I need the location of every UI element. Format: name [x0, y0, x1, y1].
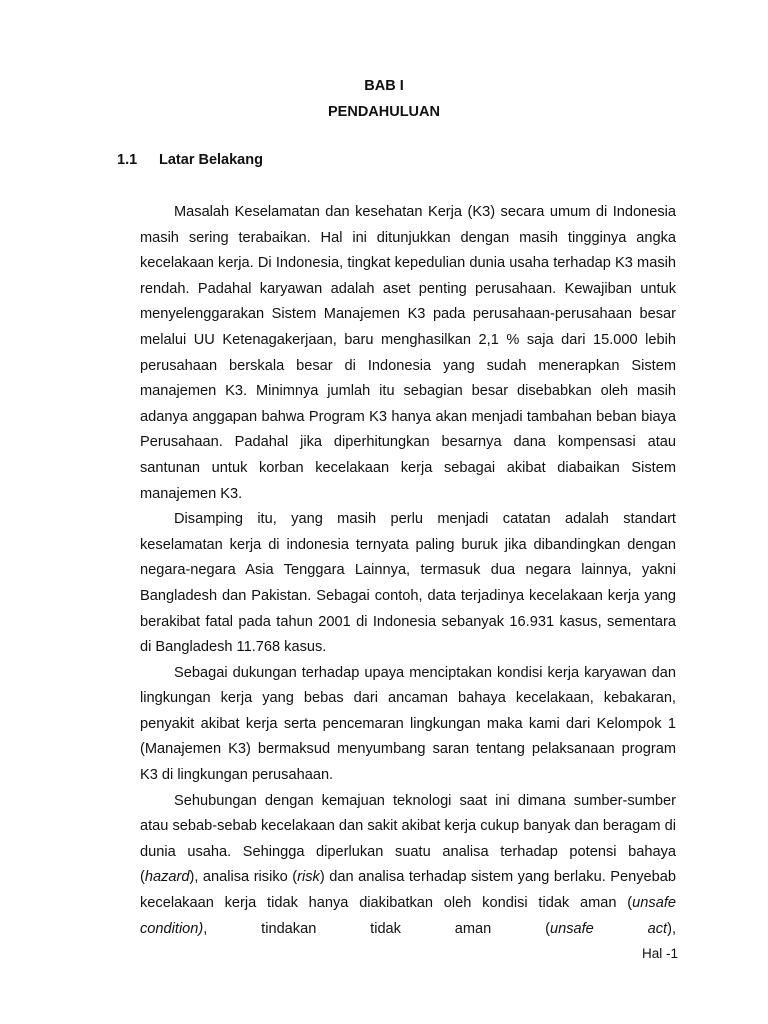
paragraph-1: Masalah Keselamatan dan kesehatan Kerja (K3) secara umum di Indonesia masih sering terabaikan. Hal ini ditunjukkan dengan masih tingginya angka kecelakaan kerja. Di Indonesia, tingkat kepedulian dunia usaha terhadap K3 masih rendah. Padahal karyawan adalah aset penting perusahaan. Kewajiban untuk menyelenggarakan Sistem Manajemen K3 pada perusahaan-perusahaan besar melalui UU Ketenagakerjaan, baru menghasilkan 2,1 % saja dari 15.000 lebih perusahaan berskala besar di Indonesia yang sudah menerapkan Sistem manajemen K3. Minimnya jumlah itu sebagian besar disebabkan oleh masih adanya anggapan bahwa Program K3 hanya akan menjadi tambahan beban biaya Perusahaan. Padahal jika diperhitungkan besarnya dana kompensasi atau santunan untuk korban kecelakaan kerja sebagai akibat diabaikan Sistem manajemen K3. — [140, 204, 676, 502]
paragraph-3: Sebagai dukungan terhadap upaya menciptakan kondisi kerja karyawan dan lingkungan kerja yang bebas dari ancaman bahaya kecelakaan, kebakaran, penyakit akibat kerja serta pencemaran lingkungan maka kami dari Kelompok 1 (Manajemen K3) bermaksud menyumbang saran tentang pelaksanaan program K3 di lingkungan perusahaan. — [140, 664, 676, 784]
section-heading — [117, 152, 263, 168]
paragraph-2: Disamping itu, yang masih perlu menjadi catatan adalah standart keselamatan kerja di indonesia ternyata paling buruk jika dibandingkan dengan negara-negara Asia Tenggara Lainnya, termasuk dua negara lainnya, yakni Bangladesh dan Pakistan. Sebagai contoh, data terjadinya kecelakaan kerja yang berakibat fatal pada tahun 2001 di Indonesia sebanyak 16.931 kasus, sementara di Bangladesh 11.768 kasus. — [140, 511, 676, 656]
section-number: 1.1 — [117, 152, 138, 168]
body-text — [140, 200, 676, 942]
section-title: Latar Belakang — [159, 152, 263, 168]
paragraph-4: Sehubungan dengan kemajuan teknologi saat ini dimana sumber-sumber atau sebab-sebab kecelakaan dan sakit akibat kerja cukup banyak dan beragam di dunia usaha. Sehingga diperlukan suatu analisa terhadap potensi bahaya (hazard), analisa risiko (risk) dan analisa terhadap sistem yang berlaku. Penyebab kecelakaan kerja tidak hanya diakibatkan oleh kondisi tidak aman (unsafe condition), tindakan tidak aman (unsafe act), — [140, 792, 677, 937]
term-risk: risk — [297, 869, 320, 886]
term-unsafe-act: unsafe act — [549, 920, 668, 937]
chapter-number: BAB I — [364, 78, 404, 94]
chapter-title: PENDAHULUAN — [328, 104, 440, 120]
page-number: Hal -1 — [641, 946, 678, 961]
term-hazard: hazard — [144, 869, 190, 886]
term-unsafe-condition: unsafe condition) — [140, 895, 676, 937]
